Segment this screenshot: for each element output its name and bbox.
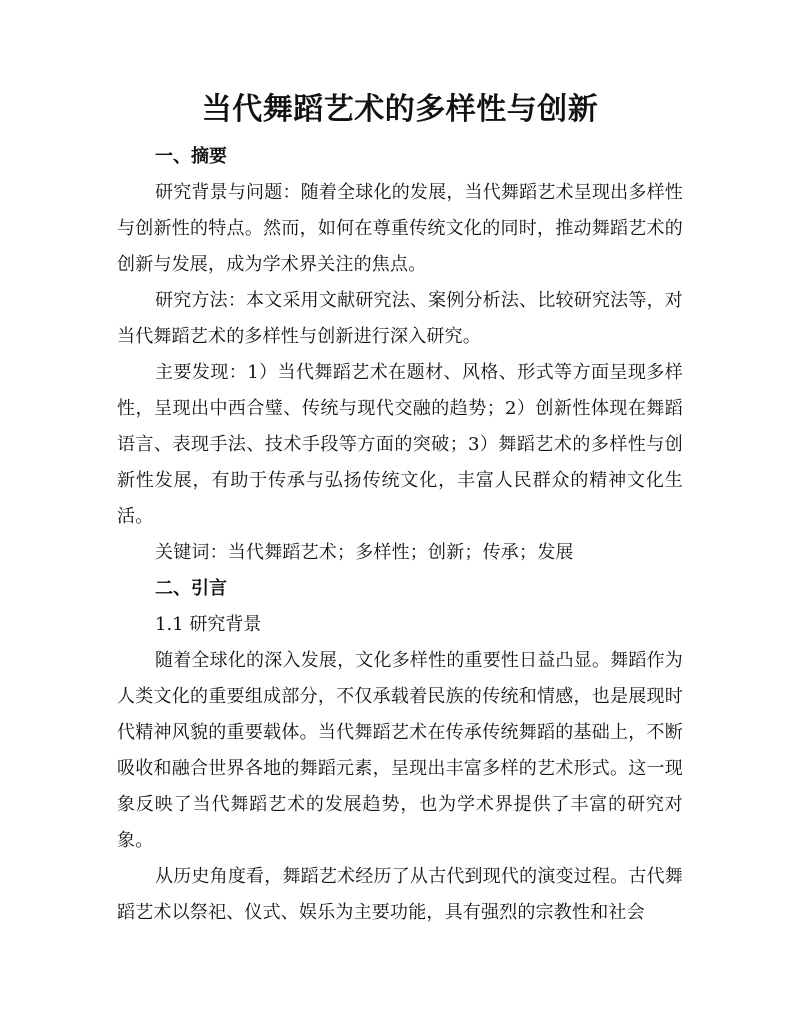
section-heading-intro: 二、引言: [155, 578, 227, 599]
subsection-heading-background: 1.1 研究背景: [155, 614, 262, 635]
abstract-findings-paragraph: 主要发现：1）当代舞蹈艺术在题材、风格、形式等方面呈现多样性，呈现出中西合璧、传统与现代交融的趋势；2）创新性体现在舞蹈语言、表现手法、技术手段等方面的突破；3）舞蹈艺术的多样性与创新性发展，有助于传承与弘扬传统文化，丰富人民群众的精神文化生活。: [117, 362, 683, 527]
section-heading-abstract: 一、摘要: [155, 146, 227, 167]
document-title: 当代舞蹈艺术的多样性与创新: [201, 92, 599, 127]
intro-paragraph-2: 从历史角度看，舞蹈艺术经历了从古代到现代的演变过程。古代舞蹈艺术以祭祀、仪式、娱乐为主要功能，具有强烈的宗教性和社会: [117, 866, 683, 923]
keywords-paragraph: 关键词：当代舞蹈艺术；多样性；创新；传承；发展: [155, 542, 574, 563]
abstract-methods-paragraph: 研究方法：本文采用文献研究法、案例分析法、比较研究法等，对当代舞蹈艺术的多样性与创新进行深入研究。: [117, 290, 683, 347]
intro-paragraph-1: 随着全球化的深入发展，文化多样性的重要性日益凸显。舞蹈作为人类文化的重要组成部分，不仅承载着民族的传统和情感，也是展现时代精神风貌的重要载体。当代舞蹈艺术在传承传统舞蹈的基础上，不断吸收和融合世界各地的舞蹈元素，呈现出丰富多样的艺术形式。这一现象反映了当代舞蹈艺术的发展趋势，也为学术界提供了丰富的研究对象。: [117, 650, 683, 851]
abstract-background-paragraph: 研究背景与问题：随着全球化的发展，当代舞蹈艺术呈现出多样性与创新性的特点。然而，如何在尊重传统文化的同时，推动舞蹈艺术的创新与发展，成为学术界关注的焦点。: [117, 182, 683, 275]
